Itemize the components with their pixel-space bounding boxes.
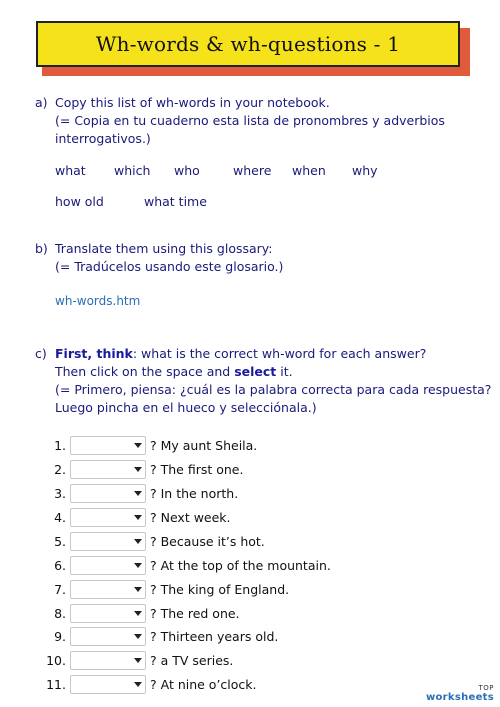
logo-top-text: TOP xyxy=(478,684,494,692)
wh-word: when xyxy=(292,163,326,178)
title-banner xyxy=(36,21,460,67)
section-a-line1: Copy this list of wh-words in your notebook. xyxy=(55,95,330,110)
question-number: 6. xyxy=(54,558,66,573)
page-title: Wh-words & wh-questions - 1 xyxy=(95,32,401,56)
question-answer-text: ? a TV series. xyxy=(150,653,234,668)
section-c-line3: (= Primero, piensa: ¿cuál es la palabra correcta para cada respuesta? xyxy=(55,382,492,397)
question-number: 1. xyxy=(54,438,66,453)
question-answer-text: ? The red one. xyxy=(150,606,240,621)
logo-main-text: worksheets xyxy=(425,692,494,703)
question-number: 8. xyxy=(54,606,66,621)
question-answer-text: ? At nine o’clock. xyxy=(150,677,257,692)
section-a-line3: interrogativos.) xyxy=(55,131,151,146)
question-answer-text: ? My aunt Sheila. xyxy=(150,438,258,453)
question-number: 5. xyxy=(54,534,66,549)
question-number: 10. xyxy=(46,653,66,668)
section-c-line1 xyxy=(55,345,426,363)
wh-word: how old xyxy=(55,194,104,209)
chevron-down-icon xyxy=(134,563,142,568)
question-answer-text: ? The first one. xyxy=(150,462,244,477)
wh-word: what time xyxy=(144,194,207,209)
chevron-down-icon xyxy=(134,611,142,616)
answer-dropdown[interactable] xyxy=(70,604,146,623)
answer-dropdown[interactable] xyxy=(70,532,146,551)
section-a-line2: (= Copia en tu cuaderno esta lista de pronombres y adverbios xyxy=(55,113,445,128)
question-number: 11. xyxy=(46,677,66,692)
question-answer-text: ? Because it’s hot. xyxy=(150,534,265,549)
wh-word: why xyxy=(352,163,378,178)
section-c-marker: c) xyxy=(35,346,47,361)
answer-dropdown[interactable] xyxy=(70,556,146,575)
question-answer-text: ? Thirteen years old. xyxy=(150,629,279,644)
wh-word: which xyxy=(114,163,151,178)
answer-dropdown[interactable] xyxy=(70,436,146,455)
section-b-line1: Translate them using this glossary: xyxy=(55,241,273,256)
section-c-line2-post: it. xyxy=(276,364,293,379)
question-answer-text: ? At the top of the mountain. xyxy=(150,558,331,573)
section-b-marker: b) xyxy=(35,241,48,256)
select-bold: select xyxy=(234,364,277,379)
section-a-marker: a) xyxy=(35,95,48,110)
wh-word: where xyxy=(233,163,272,178)
question-number: 3. xyxy=(54,486,66,501)
answer-dropdown[interactable] xyxy=(70,675,146,694)
question-answer-text: ? In the north. xyxy=(150,486,239,501)
glossary-link[interactable]: wh-words.htm xyxy=(55,294,141,308)
chevron-down-icon xyxy=(134,658,142,663)
answer-dropdown[interactable] xyxy=(70,651,146,670)
topworksheets-logo xyxy=(426,684,494,703)
chevron-down-icon xyxy=(134,467,142,472)
chevron-down-icon xyxy=(134,539,142,544)
section-c-line4: Luego pincha en el hueco y selecciónala.) xyxy=(55,400,317,415)
question-number: 7. xyxy=(54,582,66,597)
section-c-line2 xyxy=(55,363,293,381)
first-think-bold: First, think xyxy=(55,346,133,361)
wh-word: who xyxy=(174,163,200,178)
answer-dropdown[interactable] xyxy=(70,580,146,599)
answer-dropdown[interactable] xyxy=(70,508,146,527)
chevron-down-icon xyxy=(134,682,142,687)
section-c-line1-rest: : what is the correct wh-word for each answer? xyxy=(132,346,427,361)
chevron-down-icon xyxy=(134,587,142,592)
chevron-down-icon xyxy=(134,443,142,448)
answer-dropdown[interactable] xyxy=(70,484,146,503)
chevron-down-icon xyxy=(134,515,142,520)
answer-dropdown[interactable] xyxy=(70,627,146,646)
answer-dropdown[interactable] xyxy=(70,460,146,479)
question-answer-text: ? The king of England. xyxy=(150,582,290,597)
question-number: 2. xyxy=(54,462,66,477)
question-number: 4. xyxy=(54,510,66,525)
chevron-down-icon xyxy=(134,634,142,639)
chevron-down-icon xyxy=(134,491,142,496)
section-b-line2: (= Tradúcelos usando este glosario.) xyxy=(55,259,284,274)
section-c-line2-pre: Then click on the space and xyxy=(55,364,235,379)
wh-word: what xyxy=(55,163,86,178)
question-number: 9. xyxy=(54,629,66,644)
question-answer-text: ? Next week. xyxy=(150,510,231,525)
